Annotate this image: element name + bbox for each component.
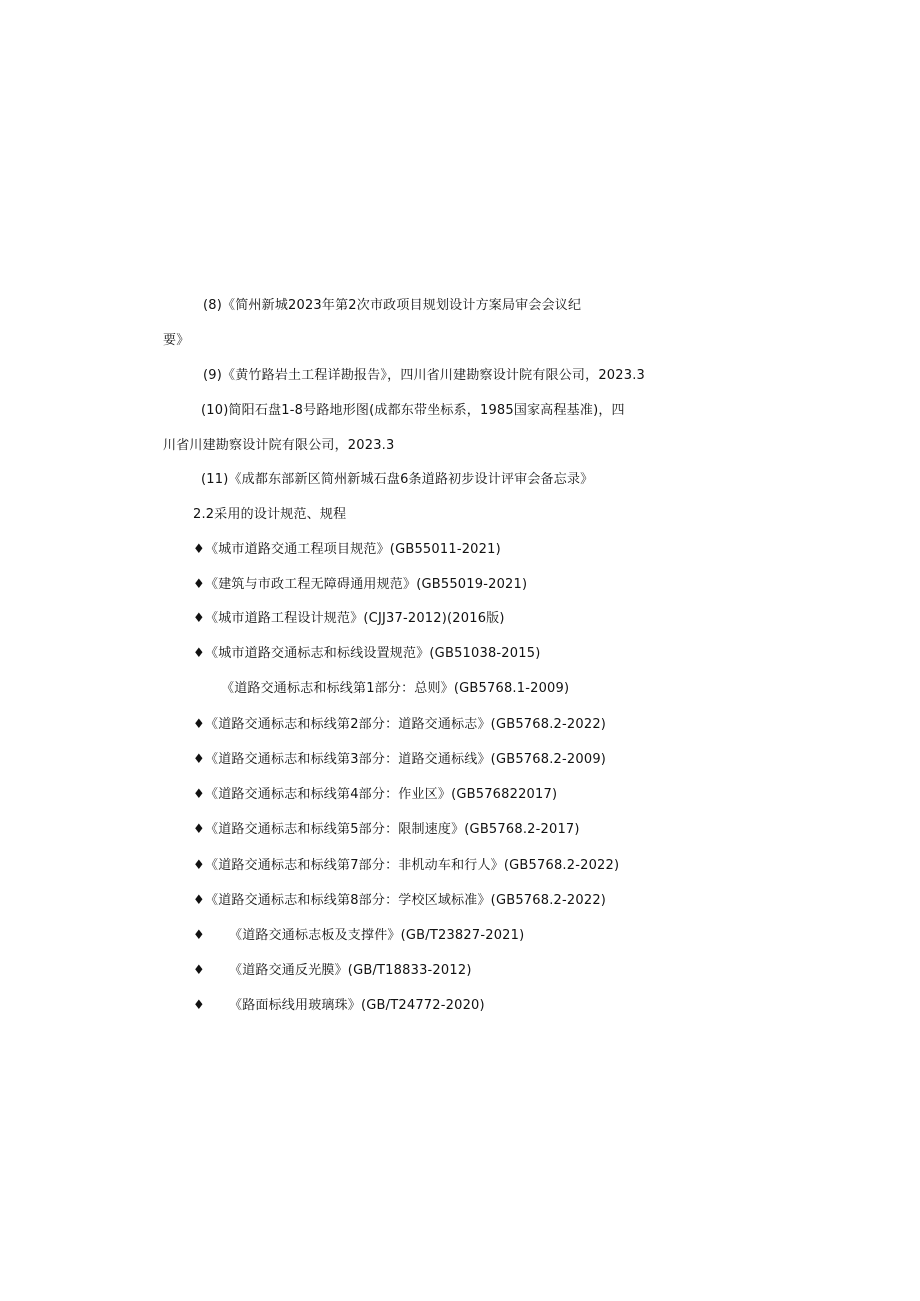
standard-item [193,997,485,1015]
standard-item [193,645,540,663]
standard-text: 《道路交通标志和标线第7部分：非机动车和行人》(GB5768.2-2022) [205,858,620,873]
standard-item [193,927,524,945]
reference-9: (9)《黄竹路岩土工程详勘报告》，四川省川建勘察设计院有限公司，2023.3 [203,368,646,383]
bullet-diamond-icon: ♦ [193,893,205,908]
bullet-diamond-icon: ♦ [193,542,205,557]
bullet-diamond-icon: ♦ [193,963,205,978]
standard-item [193,962,472,980]
standard-text: 《道路交通标志和标线第4部分：作业区》(GB576822017) [205,787,558,802]
bullet-diamond-icon: ♦ [193,787,205,802]
bullet-diamond-icon: ♦ [193,858,205,873]
standard-text: 《道路交通反光膜》(GB/T18833-2012) [229,963,472,978]
standard-item [193,892,606,910]
standard-text: 《城市道路交通工程项目规范》(GB55011-2021) [205,542,501,557]
bullet-diamond-icon: ♦ [193,928,205,943]
standard-item [193,541,501,559]
standard-text: 《道路交通标志和标线第1部分：总则》(GB5768.1-2009) [221,681,570,696]
bullet-diamond-icon: ♦ [193,611,205,626]
standard-item [193,576,527,594]
bullet-diamond-icon: ♦ [193,577,205,592]
standard-item [193,610,505,628]
standard-item [193,751,606,769]
standard-text: 《道路交通标志板及支撑件》(GB/T23827-2021) [229,928,525,943]
standard-text: 《建筑与市政工程无障碍通用规范》(GB55019-2021) [205,577,528,592]
reference-11: (11)《成都东部新区简州新城石盘6条道路初步设计评审会备忘录》 [201,472,594,487]
standard-text: 《路面标线用玻璃珠》(GB/T24772-2020) [229,998,485,1013]
reference-8-line-1: (8)《简州新城2023年第2次市政项目规划设计方案局审会会议纪 [203,298,582,313]
reference-10-line-2: 川省川建勘察设计院有限公司，2023.3 [163,438,395,453]
standard-text: 《城市道路交通标志和标线设置规范》(GB51038-2015) [205,646,541,661]
standard-item [221,680,569,698]
bullet-diamond-icon: ♦ [193,998,205,1013]
standard-text: 《道路交通标志和标线第2部分：道路交通标志》(GB5768.2-2022) [205,717,607,732]
standard-item [193,821,580,839]
section-heading: 2.2采用的设计规范、规程 [193,507,347,522]
standard-text: 《道路交通标志和标线第3部分：道路交通标线》(GB5768.2-2009) [205,752,607,767]
standard-text: 《道路交通标志和标线第8部分：学校区域标准》(GB5768.2-2022) [205,893,607,908]
reference-8-line-2: 要》 [163,333,190,348]
standard-item [193,857,619,875]
bullet-diamond-icon: ♦ [193,822,205,837]
bullet-diamond-icon: ♦ [193,752,205,767]
standard-text: 《道路交通标志和标线第5部分：限制速度》(GB5768.2-2017) [205,822,580,837]
reference-10-line-1: (10)简阳石盘1-8号路地形图(成都东带坐标系，1985国家高程基准)，四 [201,403,625,418]
bullet-diamond-icon: ♦ [193,646,205,661]
standard-item [193,716,606,734]
standard-text: 《城市道路工程设计规范》(CJJ37-2012)(2016版) [205,611,505,626]
bullet-diamond-icon: ♦ [193,717,205,732]
standard-item [193,786,557,804]
